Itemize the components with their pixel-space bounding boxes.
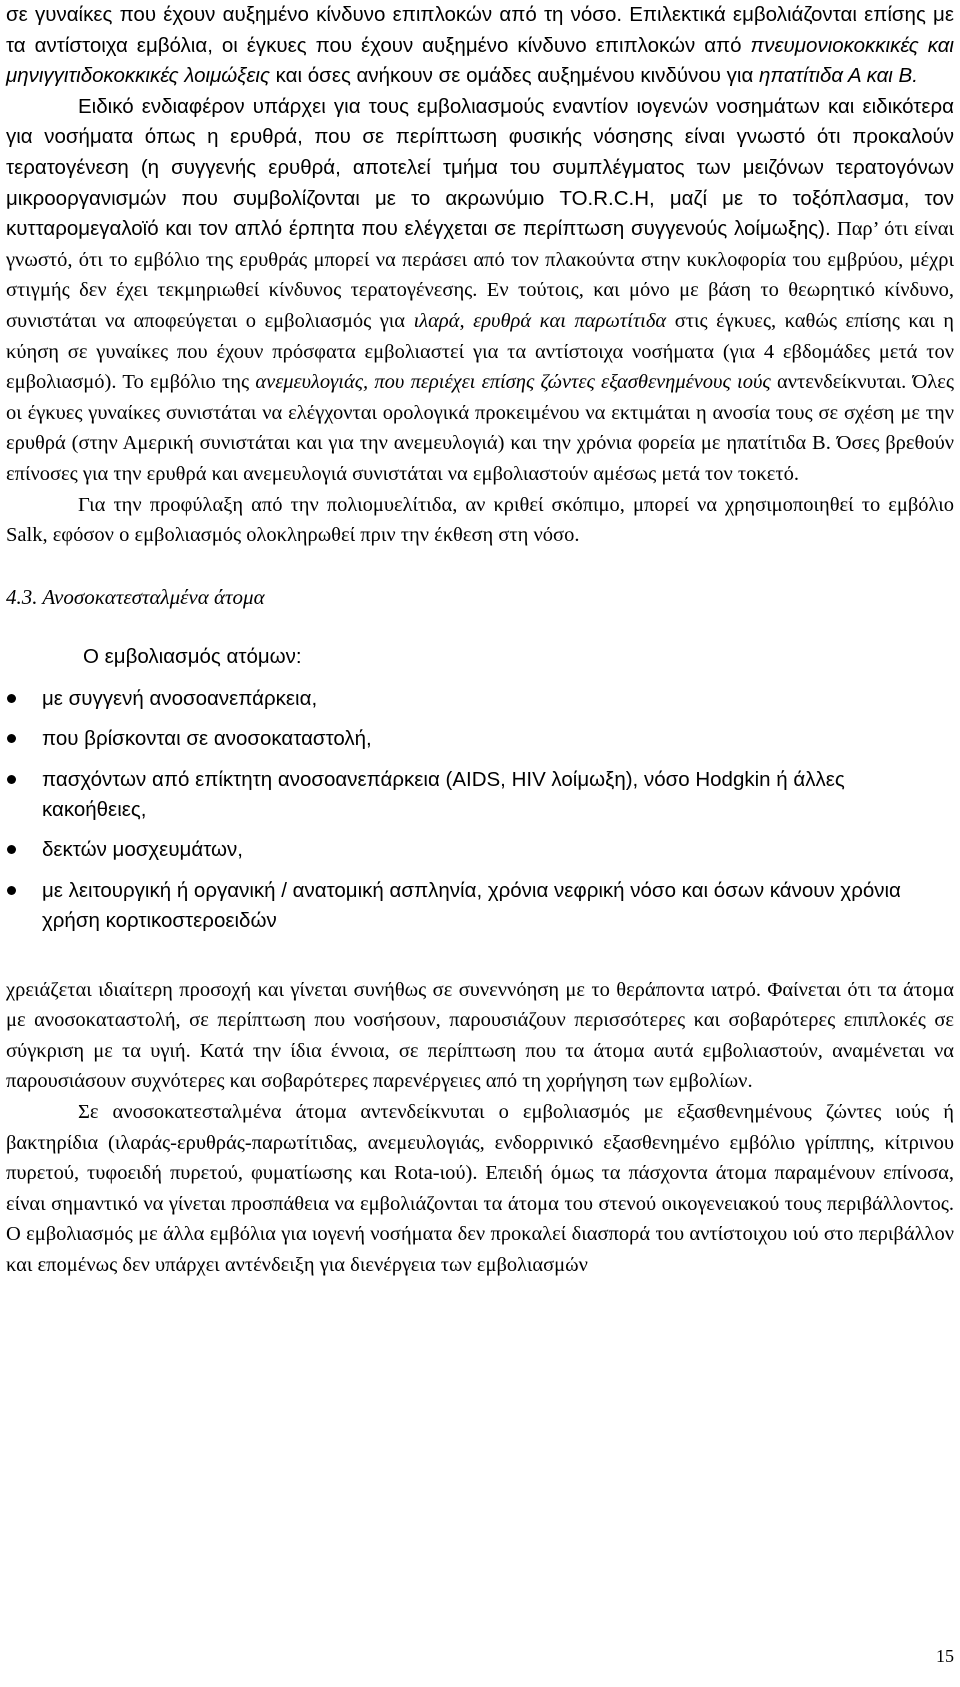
paragraph-text: Ειδικό ενδιαφέρον υπάρχει για τους εμβολιασμούς εναντίον ιογενών νοσημάτων και ειδικότερα για νοσήματα όπως η ερυθρά, που σε περίπτωση φυσικής νόσησης είναι γνωστό ότι προκαλούν τερατογένεση (η συγγενής ερυθρά, αποτελεί τμήμα του συμπλέγματος των μειζόνων τερατογόνων μικροοργανισμών που συμβολίζονται με το ακρωνύμιο TO.R.C.H, μαζί με το τοξόπλασμα, τον κυτταρομεγαλοϊό και τον απλό έρπητα που ελέγχεται σε περίπτωση συγγενούς λοίμωξης). xyxy=(6,94,954,241)
bullet-icon xyxy=(7,734,16,743)
italic-text: ιλαρά, ερυθρά και παρωτίτιδα xyxy=(413,309,667,332)
paragraph-live-vaccines: Σε ανοσοκατεσταλμένα άτομα αντενδείκνυται ο εμβολιασμός με εξασθενημένους ζώντες ιούς ή βακτηρίδια (ιλαράς-ερυθράς-παρωτίτιδας, ανεμευλογιάς, ενδορρινικό εξασθενημένο εμβόλιο γρίππης, κίτρινου πυρετού, τυφοειδή πυρετού, φυματίωσης και Rota-ιού). Επειδή όμως τα πάσχοντα άτομα παραμένουν επίνοσα, είναι σημαντικό να γίνεται προσπάθεια να εμβολιάζονται τα άτομα του στενού οικογενειακού τους περιβάλλοντος. Ο εμβολιασμός με άλλα εμβόλια για ιογενή νοσήματα δεν προκαλεί διασπορά του αντίστοιχου ιού στο περιβάλλον και επομένως δεν υπάρχει αντένδειξη για διενέργεια των εμβολιασμών xyxy=(6,1100,954,1276)
list-item-text: που βρίσκονται σε ανοσοκαταστολή, xyxy=(42,727,372,751)
paragraph-text: και όσες ανήκουν σε ομάδες αυξημένου κινδύνου για xyxy=(269,64,760,88)
list-item xyxy=(6,724,954,754)
bullet-list xyxy=(6,684,954,937)
paragraph-polio: Για την προφύλαξη από την πολιομυελίτιδα, αν κριθεί σκόπιμο, μπορεί να χρησιμοποιηθεί το εμβόλιο Salk, εφόσον ο εμβολιασμός ολοκληρωθεί πριν την έκθεση στη νόσο. xyxy=(6,493,954,547)
paragraph-immunocompromised: χρειάζεται ιδιαίτερη προσοχή και γίνεται συνήθως σε συνεννόηση με το θεράποντα ιατρό. Φαίνεται ότι τα άτομα με ανοσοκαταστολή, σε περίπτωση που νοσήσουν, παρουσιάζουν περισσότερες και σοβαρότερες επιπλοκές σε σύγκριση με τα υγιή. Κατά την ίδια έννοια, σε περίπτωση που τα άτομα αυτά εμβολιαστούν, αναμένεται να παρουσιάσουν συχνότερες και σοβαρότερες παρενέργειες από τη χορήγηση των εμβολίων. xyxy=(6,978,954,1093)
list-intro: Ο εμβολιασμός ατόμων: xyxy=(83,644,302,668)
paragraph-text: αντενδείκνυται. Όλες οι έγκυες γυναίκες συνιστάται να ελέγχονται ορολογικά προκειμένου να εκτιμάται η ανοσία τους σε σχέση με την ερυθρά (στην Αμερική συνιστάται και για την ανεμευλογιά) και την χρόνια φορεία με ηπατίτιδα Β. Όσες βρεθούν επίνοσες για την ερυθρά και ανεμευλογιά συνιστάται να εμβολιαστούν αμέσως μετά τον τοκετό. xyxy=(6,371,954,485)
paragraph-text: στις έγκυες, καθώς επίσης και η κύηση σε γυναίκες που έχουν πρόσφατα εμβολιαστεί για τα αντίστοιχα νοσήματα (για 4 εβδομάδες μετά τον εμβολιασμό). Το εμβόλιο της xyxy=(6,309,954,394)
bullet-icon xyxy=(7,845,16,854)
document-page xyxy=(6,0,954,1687)
paragraph-text: σε γυναίκες που έχουν αυξημένο κίνδυνο επιπλοκών από τη νόσο. Επιλεκτικά εμβολιάζονται επίσης με τα αντίστοιχα εμβόλια, οι έγκυες που έχουν αυξημένο κίνδυνο επιπλοκών από xyxy=(6,3,954,57)
paragraph-pregnancy-risk xyxy=(6,0,954,92)
list-item-text: με λειτουργική ή οργανική / ανατομική ασπληνία, χρόνια νεφρική νόσο και όσων κάνουν χρόνια χρήση κορτικοστεροειδών xyxy=(42,878,901,933)
list-item xyxy=(6,876,954,937)
italic-text: ανεμευλογιάς, που περιέχει επίσης ζώντες εξασθενημένους ιούς xyxy=(255,371,771,394)
page-number: 15 xyxy=(936,1646,954,1666)
list-item xyxy=(6,765,954,826)
bullet-icon xyxy=(7,775,16,784)
bullet-icon xyxy=(7,886,16,895)
italic-text: πνευμονιοκοκκικές και μηνιγγιτιδοκοκκικές λοιμώξεις xyxy=(6,33,954,88)
body-text-bottom xyxy=(6,975,954,1281)
list-item-text: πασχόντων από επίκτητη ανοσοανεπάρκεια (AIDS, HIV λοίμωξη), νόσο Hodgkin ή άλλες κακοήθειες, xyxy=(42,767,845,821)
bullet-icon xyxy=(7,694,16,703)
body-text-top xyxy=(6,0,954,551)
list-item xyxy=(6,684,954,714)
paragraph-viral-vaccines xyxy=(6,92,954,490)
italic-text: ηπατίτιδα Α και Β. xyxy=(759,64,918,88)
paragraph-text: Παρ’ ότι είναι γνωστό, ότι το εμβόλιο της ερυθράς μπορεί να περάσει από τον πλακούντα στην κυκλοφορία του εμβρύου, μέχρι στιγμής δεν έχει τεκμηριωθεί κίνδυνος τερατογένεσης. Εν τούτοις, και μόνο με βάση το θεωρητικό κίνδυνο, συνιστάται να αποφεύγεται ο εμβολιασμός για xyxy=(6,218,954,332)
section-heading: 4.3. Ανοσοκατεσταλμένα άτομα xyxy=(6,584,265,609)
list-item xyxy=(6,835,954,865)
list-item-text: με συγγενή ανοσοανεπάρκεια, xyxy=(42,686,318,710)
list-item-text: δεκτών μοσχευμάτων, xyxy=(42,838,243,862)
